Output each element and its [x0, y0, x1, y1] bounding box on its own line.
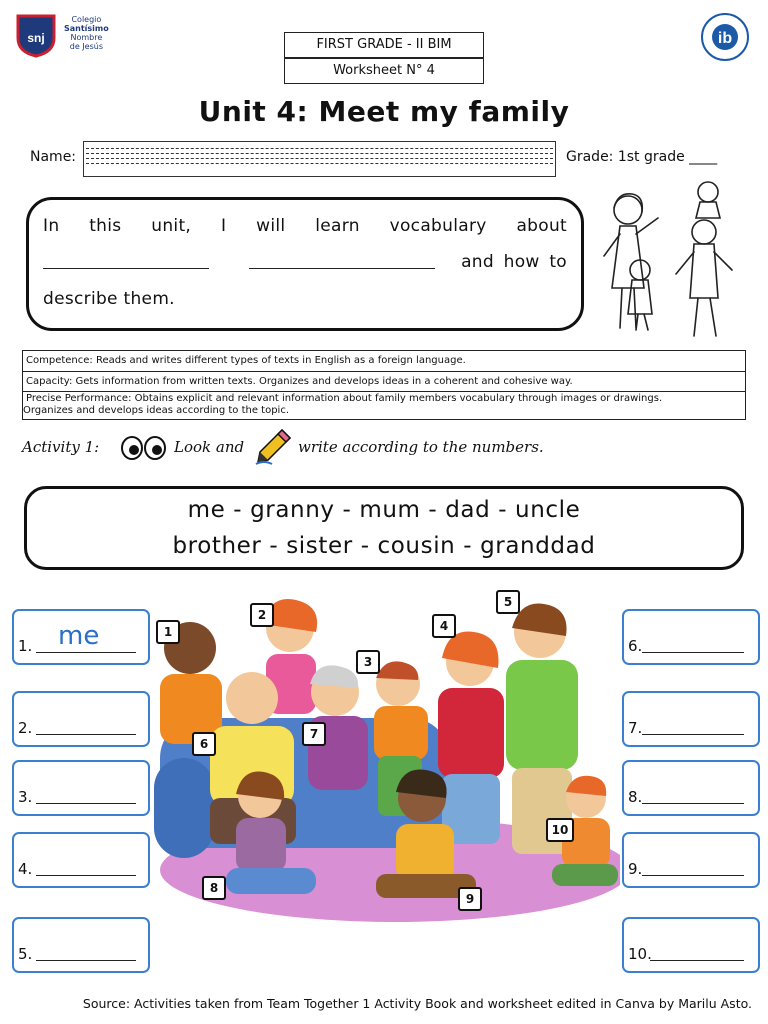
answer-number: 1.	[18, 637, 33, 655]
answer-number: 10.	[628, 945, 652, 963]
answer-value: me	[58, 621, 100, 651]
school-name-line: Colegio	[71, 15, 102, 24]
worksheet-number-box: Worksheet N° 4	[284, 58, 484, 84]
word-bank-box	[24, 486, 744, 570]
answer-box-6[interactable]	[622, 609, 760, 665]
ib-logo	[700, 12, 750, 62]
answer-box-4[interactable]	[12, 832, 150, 888]
word-bank-line-2: brother - sister - cousin - granddad	[172, 533, 596, 559]
answer-box-2[interactable]	[12, 691, 150, 747]
intro-word: unit,	[151, 216, 192, 236]
answer-box-3[interactable]	[12, 760, 150, 816]
intro-line-3: describe them.	[43, 289, 175, 309]
svg-text:ib: ib	[717, 30, 733, 47]
intro-word: learn	[315, 216, 360, 236]
answer-box-8[interactable]	[622, 760, 760, 816]
source-footer: Source: Activities taken from Team Together 1 Activity Book and worksheet edited in Canva by Marilu Asto.	[82, 996, 752, 1011]
number-tag: 8	[202, 876, 226, 900]
grade-label: Grade: 1st grade ____	[566, 149, 718, 165]
name-field[interactable]	[83, 141, 556, 177]
number-tag: 7	[302, 722, 326, 746]
answer-box-1[interactable]	[12, 609, 150, 665]
answer-number: 5.	[18, 945, 33, 963]
eyes-icon	[120, 432, 168, 462]
intro-word: vocabulary	[389, 216, 487, 236]
performance-line: Precise Performance: Obtains explicit and relevant information about family members vocabulary through images or drawings.	[26, 393, 663, 404]
answer-number: 9.	[628, 860, 643, 878]
intro-blank-2[interactable]	[249, 252, 435, 269]
answer-box-10[interactable]	[622, 917, 760, 973]
school-name-line: de Jesús	[69, 42, 103, 51]
number-tag: 6	[192, 732, 216, 756]
intro-blank-1[interactable]	[43, 252, 209, 269]
school-logo	[14, 12, 58, 58]
answer-number: 7.	[628, 719, 643, 737]
shield-icon	[14, 12, 58, 58]
intro-box	[26, 197, 584, 331]
activity-label: Activity 1:	[22, 438, 100, 456]
school-name-line: Santísimo	[64, 24, 109, 33]
name-label: Name:	[30, 149, 77, 165]
svg-text:snj: snj	[27, 31, 45, 45]
answer-box-7[interactable]	[622, 691, 760, 747]
competence-row: Competence: Reads and writes different types of texts in English as a foreign language.	[26, 355, 466, 366]
answer-number: 2.	[18, 719, 33, 737]
capacity-row: Capacity: Gets information from written texts. Organizes and develops ideas in a coherent and cohesive way.	[23, 371, 745, 391]
answer-number: 3.	[18, 788, 33, 806]
answer-number: 8.	[628, 788, 643, 806]
number-tag: 9	[458, 887, 482, 911]
family-outline-illustration	[598, 178, 740, 342]
intro-line-2	[43, 252, 567, 274]
intro-word: In	[43, 216, 60, 236]
number-tag: 2	[250, 603, 274, 627]
intro-word: this	[89, 216, 122, 236]
answer-number: 4.	[18, 860, 33, 878]
answer-number: 6.	[628, 637, 643, 655]
school-name	[64, 15, 109, 51]
ib-world-school-icon	[700, 12, 750, 62]
look-text: Look and	[174, 438, 245, 456]
intro-word: will	[256, 216, 286, 236]
answer-box-5[interactable]	[12, 917, 150, 973]
school-name-line: Nombre	[70, 33, 103, 42]
activity-instruction	[22, 432, 762, 468]
page-title: Unit 4: Meet my family	[198, 95, 570, 128]
write-text: write according to the numbers.	[298, 438, 544, 456]
competence-table	[22, 350, 746, 420]
pencil-icon	[254, 426, 294, 466]
number-tag: 10	[546, 818, 574, 842]
performance-line: Organizes and develops ideas according to the topic.	[23, 405, 289, 416]
intro-word: about	[516, 216, 567, 236]
number-tag: 1	[156, 620, 180, 644]
number-tag: 3	[356, 650, 380, 674]
performance-row	[23, 391, 745, 421]
intro-line2-text: and how to	[461, 252, 567, 272]
number-tag: 4	[432, 614, 456, 638]
grade-bimester-box: FIRST GRADE - II BIM	[284, 32, 484, 58]
answer-box-9[interactable]	[622, 832, 760, 888]
number-tag: 5	[496, 590, 520, 614]
intro-line-1	[43, 216, 567, 236]
intro-word: I	[220, 216, 227, 236]
word-bank-line-1: me - granny - mum - dad - uncle	[187, 497, 581, 523]
